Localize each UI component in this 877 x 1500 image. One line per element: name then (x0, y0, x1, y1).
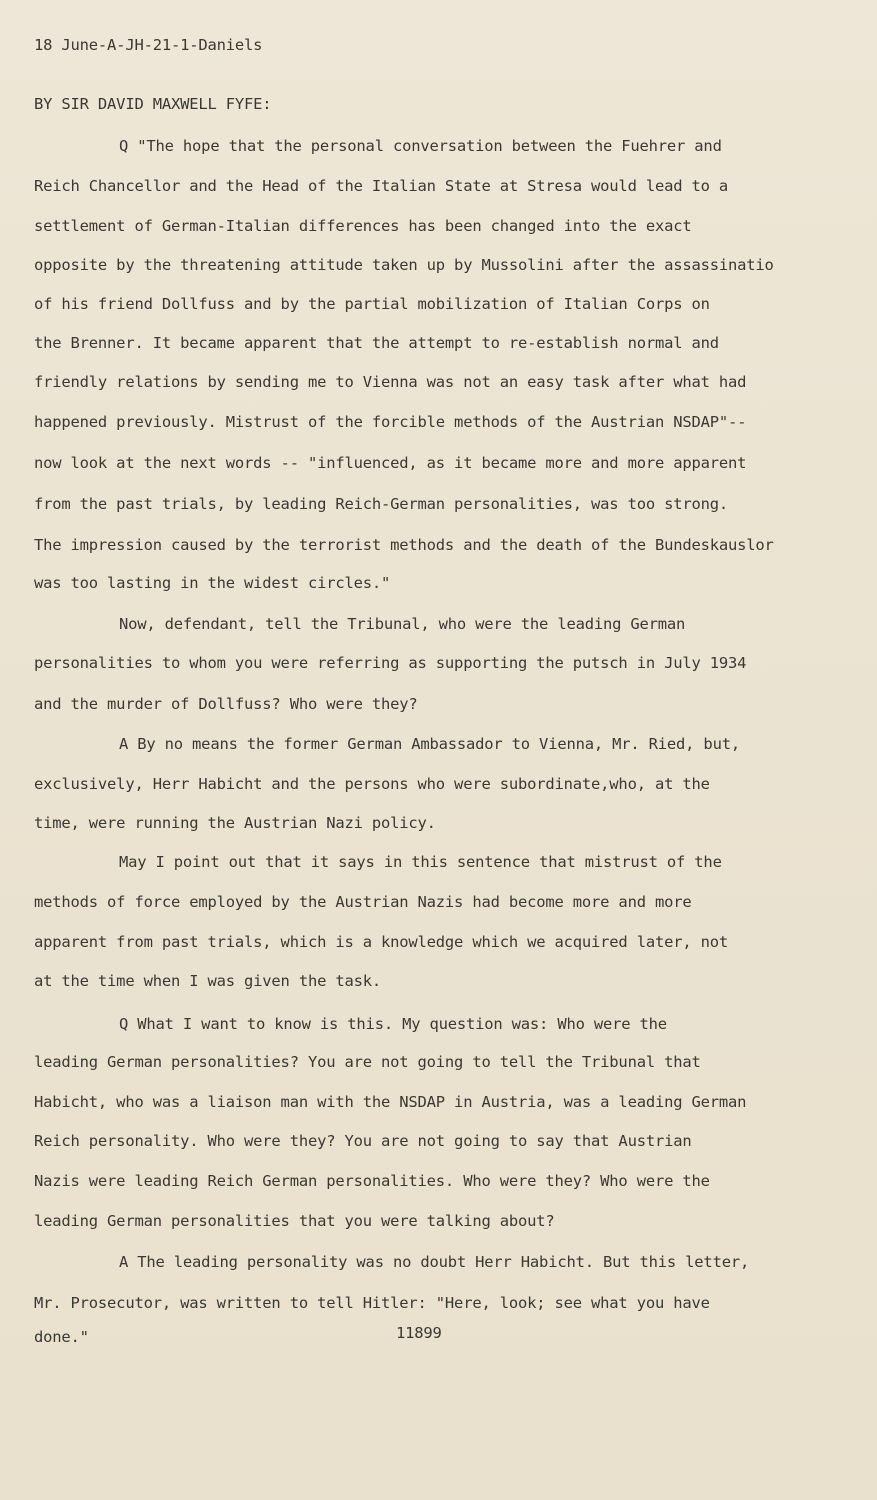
text-line: was too lasting in the widest circles." (34, 574, 391, 592)
text-line: Reich Chancellor and the Head of the Italian State at Stresa would lead to a (34, 177, 729, 195)
text-line: Nazis were leading Reich German personalities. Who were they? Who were the (34, 1172, 710, 1190)
text-line: Mr. Prosecutor, was written to tell Hitler: "Here, look; see what you have (34, 1294, 710, 1312)
text-line: leading German personalities? You are not going to tell the Tribunal that (34, 1053, 701, 1071)
text-line: Habicht, who was a liaison man with the NSDAP in Austria, was a leading German (34, 1093, 747, 1111)
text-line: done." (34, 1328, 89, 1346)
text-line: now look at the next words -- "influenced, as it became more and more apparent (34, 454, 747, 472)
text-line: apparent from past trials, which is a knowledge which we acquired later, not (34, 933, 729, 951)
text-line: personalities to whom you were referring as supporting the putsch in July 1934 (34, 654, 747, 672)
text-line: at the time when I was given the task. (34, 972, 382, 990)
text-line: May I point out that it says in this sentence that mistrust of the (119, 853, 722, 871)
text-line: exclusively, Herr Habicht and the persons who were subordinate,who, at the (34, 775, 710, 793)
text-line: and the murder of Dollfuss? Who were they? (34, 695, 418, 713)
section-heading: BY SIR DAVID MAXWELL FYFE: (34, 95, 272, 113)
text-line: happened previously. Mistrust of the forcible methods of the Austrian NSDAP"-- (34, 413, 747, 431)
text-line: methods of force employed by the Austrian Nazis had become more and more (34, 893, 692, 911)
text-line: A By no means the former German Ambassador to Vienna, Mr. Ried, but, (119, 735, 740, 753)
page-number: 11899 (396, 1324, 442, 1342)
text-line: time, were running the Austrian Nazi policy. (34, 814, 436, 832)
text-line: The impression caused by the terrorist methods and the death of the Bundeskauslor (34, 536, 774, 554)
text-line: Reich personality. Who were they? You are not going to say that Austrian (34, 1132, 692, 1150)
text-line: Q What I want to know is this. My question was: Who were the (119, 1015, 667, 1033)
text-line: of his friend Dollfuss and by the partial mobilization of Italian Corps on (34, 295, 710, 313)
text-line: Now, defendant, tell the Tribunal, who were the leading German (119, 615, 686, 633)
text-line: the Brenner. It became apparent that the attempt to re-establish normal and (34, 334, 719, 352)
text-line: opposite by the threatening attitude taken up by Mussolini after the assassinatio (34, 256, 774, 274)
text-line: settlement of German-Italian differences has been changed into the exact (34, 217, 692, 235)
text-line: Q "The hope that the personal conversation between the Fuehrer and (119, 137, 722, 155)
text-line: leading German personalities that you were talking about? (34, 1212, 555, 1230)
text-line: A The leading personality was no doubt Herr Habicht. But this letter, (119, 1253, 750, 1271)
text-line: from the past trials, by leading Reich-German personalities, was too strong. (34, 495, 729, 513)
text-line: friendly relations by sending me to Vienna was not an easy task after what had (34, 373, 747, 391)
document-header: 18 June-A-JH-21-1-Daniels (34, 36, 263, 54)
